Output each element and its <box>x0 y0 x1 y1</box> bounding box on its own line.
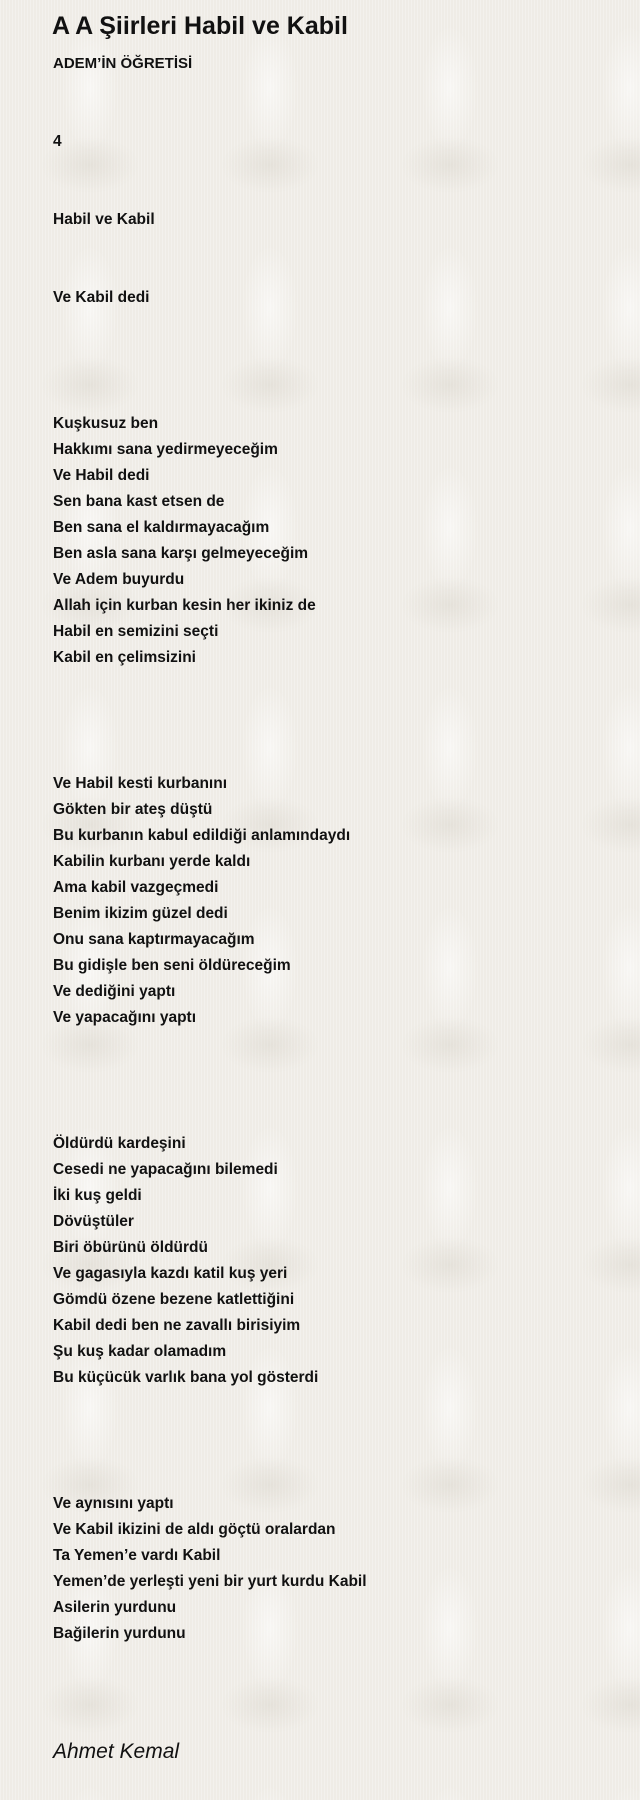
poem-line: Ve gagasıyla kazdı katil kuş yeri <box>53 1265 288 1282</box>
poem-line: Ve Habil dedi <box>53 467 150 484</box>
poem-line: Ve Habil kesti kurbanını <box>53 775 228 792</box>
poem-line: Gökten bir ateş düştü <box>53 801 213 818</box>
poem-line: Allah için kurban kesin her ikiniz de <box>53 597 316 614</box>
poem-line: Bu kurbanın kabul edildiği anlamındaydı <box>53 827 351 844</box>
poem-line: Ben sana el kaldırmayacağım <box>53 519 270 536</box>
author-name: Ahmet Kemal <box>53 1740 180 1763</box>
poem-heading: Habil ve Kabil <box>53 211 155 228</box>
poem-line: Sen bana kast etsen de <box>53 493 225 510</box>
poem-line: Kabilin kurbanı yerde kaldı <box>53 853 251 870</box>
poem-line: Ama kabil vazgeçmedi <box>53 879 219 896</box>
poem-number: 4 <box>53 133 62 150</box>
poem-line: Hakkımı sana yedirmeyeceğim <box>53 441 278 458</box>
poem-line: Ta Yemen’e vardı Kabil <box>53 1547 221 1564</box>
poem-line: Ve yapacağını yaptı <box>53 1009 197 1026</box>
poem-subtitle: ADEM’İN ÖĞRETİSİ <box>53 55 193 72</box>
poem-line: Gömdü özene bezene katlettiğini <box>53 1291 295 1308</box>
poem-line: Ve aynısını yaptı <box>53 1495 174 1512</box>
poem-line: Kuşkusuz ben <box>53 415 159 432</box>
poem-line: Ve dediğini yaptı <box>53 983 176 1000</box>
poem-intro-line: Ve Kabil dedi <box>53 289 150 306</box>
poem-line: Cesedi ne yapacağını bilemedi <box>53 1161 278 1178</box>
poem-line: Bu gidişle ben seni öldüreceğim <box>53 957 291 974</box>
poem-line: İki kuş geldi <box>53 1187 142 1204</box>
poem-line: Yemen’de yerleşti yeni bir yurt kurdu Kabil <box>53 1573 367 1590</box>
poem-line: Asilerin yurdunu <box>53 1599 177 1616</box>
poem-line: Ben asla sana karşı gelmeyeceğim <box>53 545 309 562</box>
poem-line: Biri öbürünü öldürdü <box>53 1239 208 1256</box>
poem-line: Şu kuş kadar olamadım <box>53 1343 227 1360</box>
poem-line: Habil en semizini seçti <box>53 623 219 640</box>
poem-line: Öldürdü kardeşini <box>53 1135 186 1152</box>
poem-line: Ve Kabil ikizini de aldı göçtü oralardan <box>53 1521 336 1538</box>
poem-line: Kabil en çelimsizini <box>53 649 196 666</box>
poem-line: Kabil dedi ben ne zavallı birisiyim <box>53 1317 301 1334</box>
poem-title: A A Şiirleri Habil ve Kabil <box>52 12 348 40</box>
poem-line: Onu sana kaptırmayacağım <box>53 931 255 948</box>
poem-line: Dövüştüler <box>53 1213 134 1230</box>
poem-line: Benim ikizim güzel dedi <box>53 905 228 922</box>
poem-line: Ve Adem buyurdu <box>53 571 185 588</box>
poem-line: Bağilerin yurdunu <box>53 1625 186 1642</box>
poem-line: Bu küçücük varlık bana yol gösterdi <box>53 1369 319 1386</box>
